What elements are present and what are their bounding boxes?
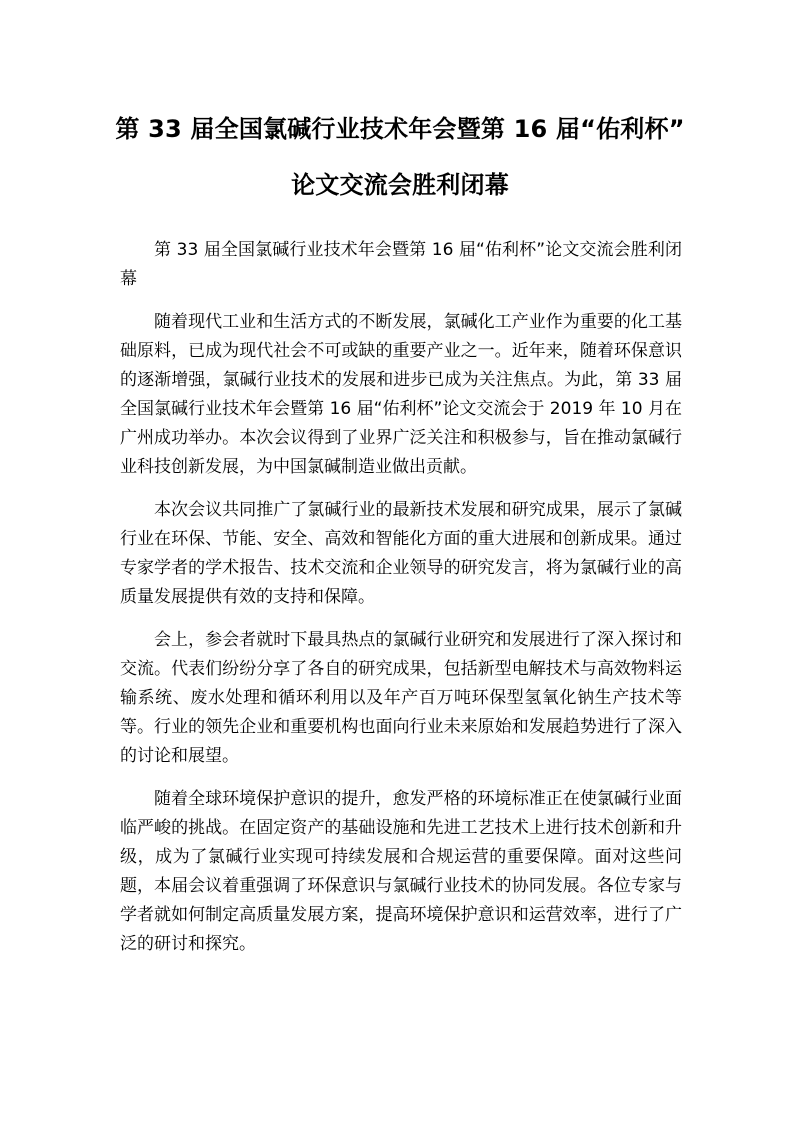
document-title-line-2: 论文交流会胜利闭幕	[291, 171, 509, 199]
document-body	[120, 236, 682, 973]
paragraph-2: 随着现代工业和生活方式的不断发展，氯碱化工产业作为重要的化工基础原料，已成为现代社会不可或缺的重要产业之一。近年来，随着环保意识的逐渐增强，氯碱行业技术的发展和进步已成为关注焦点。为此，第 33 届全国氯碱行业技术年会暨第 16 届“佑利杯”论文交流会于 2019 年 10 月在广州成功举办。本次会议得到了业界广泛关注和积极参与，旨在推动氯碱行业科技创新发展，为中国氯碱制造业做出贡献。	[120, 312, 682, 477]
paragraph-5: 随着全球环境保护意识的提升，愈发严格的环境标准正在使氯碱行业面临严峻的挑战。在固定资产的基础设施和先进工艺技术上进行技术创新和升级，成为了氯碱行业实现可持续发展和合规运营的重要保障。面对这些问题，本届会议着重强调了环保意识与氯碱行业技术的协同发展。各位专家与学者就如何制定高质量发展方案，提高环境保护意识和运营效率，进行了广泛的研讨和探究。	[120, 789, 682, 954]
paragraph-4: 会上，参会者就时下最具热点的氯碱行业研究和发展进行了深入探讨和交流。代表们纷纷分享了各自的研究成果，包括新型电解技术与高效物料运输系统、废水处理和循环利用以及年产百万吨环保型氢氧化钠生产技术等等。行业的领先企业和重要机构也面向行业未来原始和发展趋势进行了深入的讨论和展望。	[120, 630, 682, 766]
paragraph-1: 第 33 届全国氯碱行业技术年会暨第 16 届“佑利杯”论文交流会胜利闭幕	[120, 240, 682, 289]
document-title-line-1: 第 33 届全国氯碱行业技术年会暨第 16 届“佑利杯”	[115, 115, 685, 143]
paragraph-3: 本次会议共同推广了氯碱行业的最新技术发展和研究成果，展示了氯碱行业在环保、节能、安全、高效和智能化方面的重大进展和创新成果。通过专家学者的学术报告、技术交流和企业领导的研究发言，将为氯碱行业的高质量发展提供有效的支持和保障。	[120, 500, 682, 607]
